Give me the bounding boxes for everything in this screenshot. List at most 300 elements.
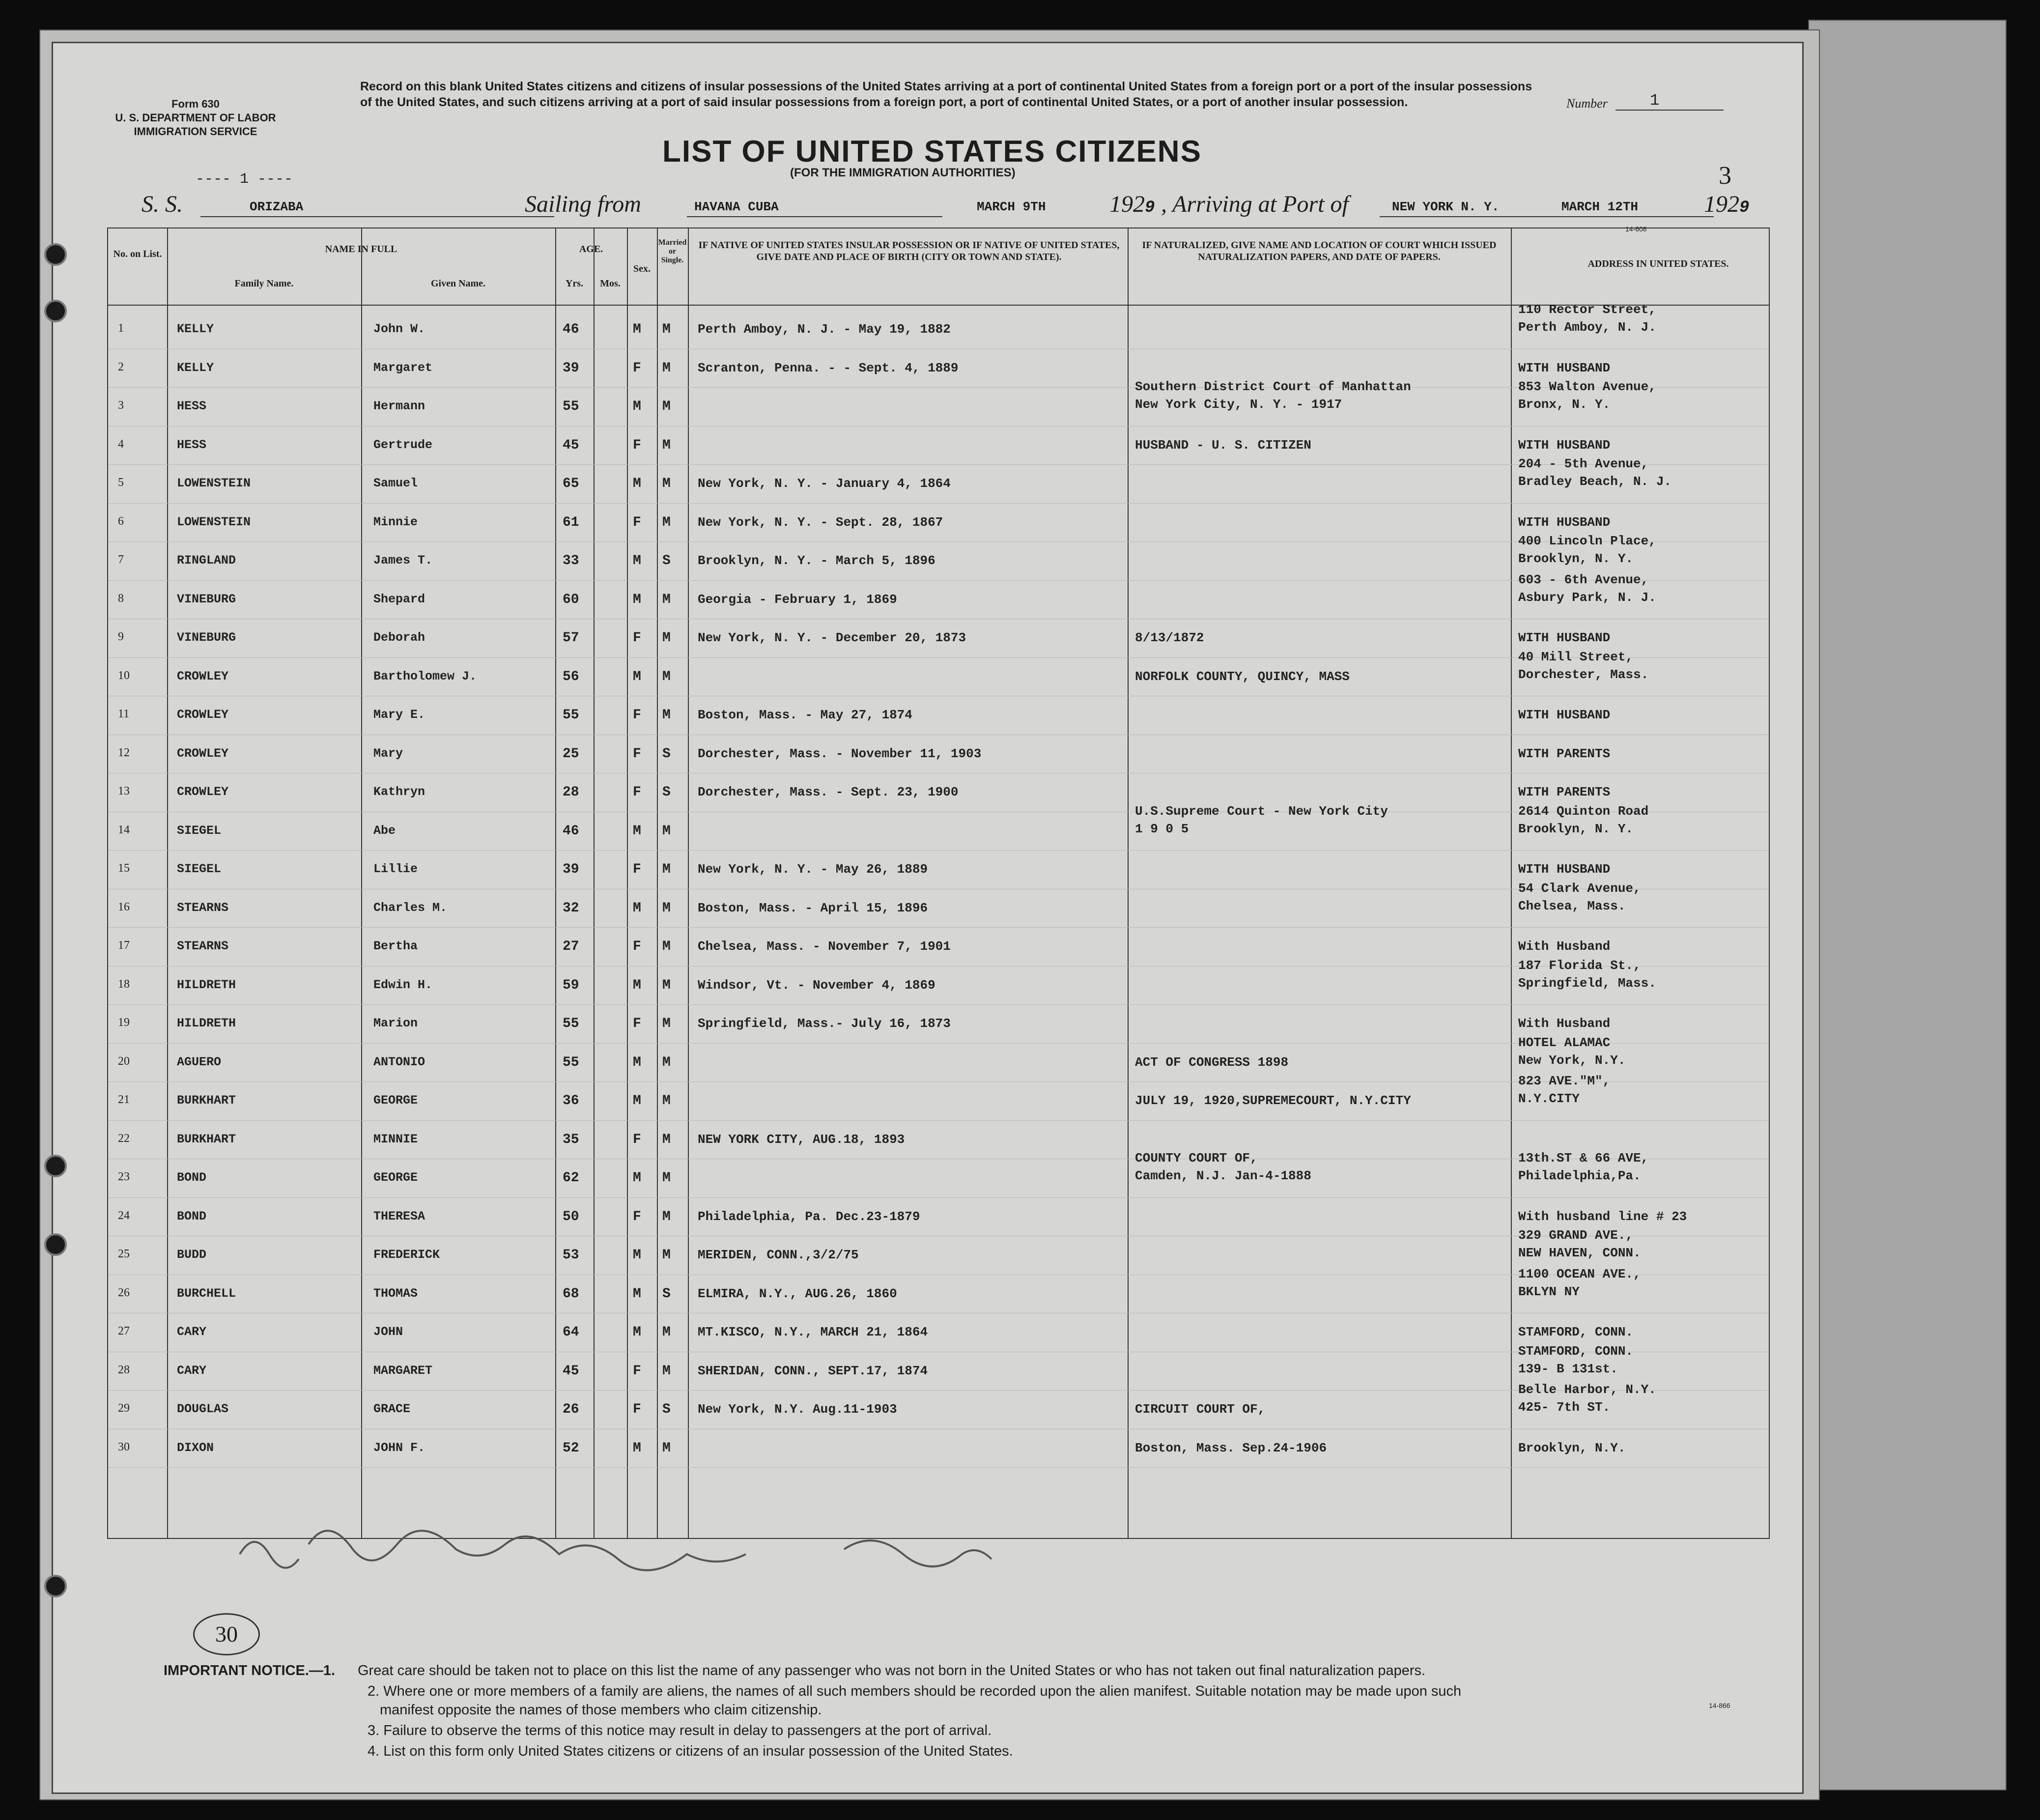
row-number: 24 bbox=[118, 1209, 130, 1222]
address: WITH HUSBAND bbox=[1518, 514, 1611, 530]
notice-line-3: 3. Failure to observe the terms of this notice may result in delay to passengers at the port of arrival. bbox=[368, 1723, 992, 1738]
col-divider bbox=[167, 228, 168, 1538]
from-port: HAVANA CUBA bbox=[694, 199, 779, 214]
age-years: 55 bbox=[563, 399, 579, 414]
marital-status: S bbox=[662, 1402, 671, 1417]
header-naturalized: IF NATURALIZED, GIVE NAME AND LOCATION OF COURT WHICH ISSUED NATURALIZATION PAPERS, AND DATE OF PAPERS. bbox=[1142, 240, 1497, 262]
row-rule bbox=[108, 850, 1769, 851]
given-name: JOHN bbox=[373, 1325, 403, 1339]
address: NEW HAVEN, CONN. bbox=[1518, 1246, 1641, 1260]
family-name: CROWLEY bbox=[177, 669, 229, 683]
family-name: HILDRETH bbox=[177, 977, 236, 992]
marital-status: M bbox=[662, 360, 671, 376]
row-rule bbox=[108, 503, 1769, 504]
sex: F bbox=[633, 1016, 641, 1031]
address: 13th.ST & 66 AVE, bbox=[1518, 1151, 1649, 1166]
form-code-bottom: 14-866 bbox=[1709, 1702, 1730, 1709]
record-instructions: Record on this blank United States citizens and citizens of insular possessions of the United States arriving at a port of continental United States from a foreign port or a port of the insular possessions of the United States, and such citizens arriving at a port of said insular possessions from a foreign port, a port of continental United States, or a port of another insular possession. bbox=[360, 80, 1532, 109]
birth-place-date: Boston, Mass. - April 15, 1896 bbox=[698, 900, 928, 915]
sex: F bbox=[633, 514, 641, 530]
sex: M bbox=[633, 553, 641, 569]
col-divider bbox=[1511, 228, 1512, 1538]
address: STAMFORD, CONN. bbox=[1518, 1325, 1634, 1339]
row-number: 30 bbox=[118, 1440, 130, 1453]
marital-status: M bbox=[662, 1132, 671, 1147]
row-number: 29 bbox=[118, 1402, 130, 1415]
marital-status: M bbox=[662, 977, 671, 993]
address: 400 Lincoln Place, bbox=[1518, 534, 1656, 548]
row-number: 11 bbox=[118, 708, 130, 720]
col-divider bbox=[627, 228, 628, 1538]
age-years: 55 bbox=[563, 1016, 579, 1031]
given-name: Edwin H. bbox=[373, 977, 433, 992]
family-name: VINEBURG bbox=[177, 592, 236, 606]
row-number: 27 bbox=[118, 1325, 130, 1337]
row-rule bbox=[108, 426, 1769, 427]
naturalization: Southern District Court of Manhattan bbox=[1135, 379, 1411, 394]
row-number: 18 bbox=[118, 977, 130, 991]
page-subtitle: (FOR THE IMMIGRATION AUTHORITIES) bbox=[790, 166, 1016, 179]
marital-status: M bbox=[662, 592, 671, 607]
marital-status: M bbox=[662, 708, 671, 723]
row-number: 17 bbox=[118, 939, 130, 952]
given-name: GRACE bbox=[373, 1402, 411, 1416]
row-number: 20 bbox=[118, 1054, 130, 1068]
address: WITH HUSBAND bbox=[1518, 862, 1611, 877]
col-divider bbox=[657, 228, 658, 1538]
naturalization: 8/13/1872 bbox=[1135, 630, 1204, 645]
sex: M bbox=[633, 669, 641, 684]
age-years: 52 bbox=[563, 1440, 579, 1456]
address: 823 AVE."M", bbox=[1518, 1074, 1611, 1088]
manifest-page bbox=[52, 42, 1804, 1794]
naturalization: New York City, N. Y. - 1917 bbox=[1135, 397, 1342, 412]
sex: F bbox=[633, 708, 641, 723]
address: 187 Florida St., bbox=[1518, 958, 1641, 973]
given-name: Kathryn bbox=[373, 785, 425, 799]
family-name: CARY bbox=[177, 1325, 207, 1339]
header-address: ADDRESS IN UNITED STATES. bbox=[1587, 258, 1729, 269]
naturalization: CIRCUIT COURT OF, bbox=[1135, 1402, 1266, 1417]
age-years: 28 bbox=[563, 785, 579, 800]
sex: M bbox=[633, 399, 641, 414]
given-name: Samuel bbox=[373, 476, 418, 490]
sex: F bbox=[633, 1363, 641, 1379]
row-number: 8 bbox=[118, 592, 124, 605]
row-number: 22 bbox=[118, 1132, 130, 1145]
binder-hole bbox=[44, 1233, 67, 1256]
given-name: JOHN F. bbox=[373, 1440, 425, 1455]
sex: M bbox=[633, 1170, 641, 1186]
address: 329 GRAND AVE., bbox=[1518, 1228, 1634, 1243]
row-number: 21 bbox=[118, 1093, 130, 1106]
birth-place-date: Windsor, Vt. - November 4, 1869 bbox=[698, 977, 935, 993]
row-number: 26 bbox=[118, 1286, 130, 1299]
address: Bronx, N. Y. bbox=[1518, 397, 1611, 412]
family-name: CROWLEY bbox=[177, 785, 229, 799]
naturalization: NORFOLK COUNTY, QUINCY, MASS bbox=[1135, 669, 1350, 684]
sailing-label: Sailing from bbox=[525, 191, 641, 217]
address: WITH HUSBAND bbox=[1518, 630, 1611, 645]
marital-status: M bbox=[662, 1016, 671, 1031]
header-native: IF NATIVE OF UNITED STATES INSULAR POSSESSION OR IF NATIVE OF UNITED STATES, GIVE DATE AND PLACE OF BIRTH (CITY OR TOWN AND STATE). bbox=[698, 240, 1120, 262]
inspector-signature bbox=[230, 1515, 1065, 1579]
birth-place-date: Brooklyn, N. Y. - March 5, 1896 bbox=[698, 553, 935, 568]
to-port: NEW YORK N. Y. bbox=[1392, 199, 1500, 214]
family-name: HESS bbox=[177, 437, 207, 452]
sex: F bbox=[633, 1132, 641, 1147]
binder-hole bbox=[44, 1155, 67, 1177]
address: 204 - 5th Avenue, bbox=[1518, 456, 1649, 471]
given-name: John W. bbox=[373, 322, 425, 336]
age-years: 59 bbox=[563, 977, 579, 993]
address: Chelsea, Mass. bbox=[1518, 898, 1626, 913]
family-name: RINGLAND bbox=[177, 553, 236, 568]
birth-place-date: SHERIDAN, CONN., SEPT.17, 1874 bbox=[698, 1363, 928, 1378]
address: WITH HUSBAND bbox=[1518, 708, 1611, 722]
address: 139- B 131st. bbox=[1518, 1361, 1618, 1376]
row-number: 19 bbox=[118, 1016, 130, 1029]
age-years: 39 bbox=[563, 360, 579, 376]
family-name: STEARNS bbox=[177, 900, 229, 915]
marital-status: S bbox=[662, 553, 671, 569]
age-years: 27 bbox=[563, 939, 579, 954]
given-name: Lillie bbox=[373, 862, 418, 876]
header-mos: Mos. bbox=[600, 278, 621, 289]
family-name: LOWENSTEIN bbox=[177, 514, 251, 529]
header-given: Given Name. bbox=[430, 278, 486, 289]
address: 110 Rector Street, bbox=[1518, 302, 1656, 317]
age-years: 57 bbox=[563, 630, 579, 646]
age-years: 62 bbox=[563, 1170, 579, 1186]
given-name: THERESA bbox=[373, 1209, 425, 1223]
row-number: 10 bbox=[118, 669, 130, 682]
row-number: 12 bbox=[118, 746, 130, 759]
family-name: BUDD bbox=[177, 1248, 207, 1262]
row-rule bbox=[108, 1197, 1769, 1198]
marital-status: M bbox=[662, 939, 671, 954]
page-number: ---- 1 ---- bbox=[196, 171, 293, 188]
sex: M bbox=[633, 476, 641, 491]
sex: F bbox=[633, 437, 641, 453]
naturalization: U.S.Supreme Court - New York City bbox=[1135, 803, 1388, 819]
address: WITH PARENTS bbox=[1518, 746, 1611, 761]
arrive-year: 1929 bbox=[1704, 191, 1750, 217]
age-years: 61 bbox=[563, 514, 579, 530]
row-number: 23 bbox=[118, 1170, 130, 1183]
address: Brooklyn, N.Y. bbox=[1518, 1440, 1626, 1455]
marital-status: M bbox=[662, 437, 671, 453]
notice-line-1: Great care should be taken not to place on this list the name of any passenger who was not born in the United States or who has not taken out final naturalization papers. bbox=[358, 1663, 1426, 1678]
family-name: CROWLEY bbox=[177, 746, 229, 761]
age-years: 55 bbox=[563, 1054, 579, 1070]
arrive-date: MARCH 12TH bbox=[1561, 199, 1639, 214]
address: 425- 7th ST. bbox=[1518, 1400, 1611, 1415]
birth-place-date: Boston, Mass. - May 27, 1874 bbox=[698, 708, 912, 722]
row-number: 5 bbox=[118, 476, 124, 489]
age-years: 32 bbox=[563, 900, 579, 916]
col-divider bbox=[688, 228, 689, 1538]
family-name: LOWENSTEIN bbox=[177, 476, 251, 490]
marital-status: M bbox=[662, 1363, 671, 1379]
marital-status: S bbox=[662, 746, 671, 762]
address: 40 Mill Street, bbox=[1518, 649, 1634, 664]
age-years: 26 bbox=[563, 1402, 579, 1417]
sex: F bbox=[633, 746, 641, 762]
marital-status: M bbox=[662, 823, 671, 839]
form-code-top: 14-608 bbox=[1625, 225, 1647, 233]
age-years: 56 bbox=[563, 669, 579, 684]
address: 853 Walton Avenue, bbox=[1518, 379, 1656, 394]
sex: F bbox=[633, 1402, 641, 1417]
row-number: 25 bbox=[118, 1248, 130, 1260]
birth-place-date: Chelsea, Mass. - November 7, 1901 bbox=[698, 939, 951, 954]
address: Brooklyn, N. Y. bbox=[1518, 551, 1634, 566]
sex: M bbox=[633, 1286, 641, 1302]
family-name: CARY bbox=[177, 1363, 207, 1378]
address: WITH HUSBAND bbox=[1518, 437, 1611, 453]
row-number: 15 bbox=[118, 862, 130, 875]
number-underline bbox=[1615, 110, 1724, 111]
birth-place-date: ELMIRA, N.Y., AUG.26, 1860 bbox=[698, 1286, 897, 1301]
sex: F bbox=[633, 785, 641, 800]
naturalization: Camden, N.J. Jan-4-1888 bbox=[1135, 1168, 1311, 1183]
given-name: ANTONIO bbox=[373, 1054, 425, 1069]
col-divider bbox=[594, 228, 595, 1538]
birth-place-date: New York, N. Y. - December 20, 1873 bbox=[698, 630, 966, 645]
sail-year: 1929 bbox=[1109, 191, 1155, 217]
age-years: 46 bbox=[563, 322, 579, 337]
address: With Husband bbox=[1518, 1016, 1611, 1031]
family-name: SIEGEL bbox=[177, 823, 222, 838]
page-title: LIST OF UNITED STATES CITIZENS bbox=[662, 135, 1202, 169]
address: 603 - 6th Avenue, bbox=[1518, 572, 1649, 587]
given-name: Gertrude bbox=[373, 437, 433, 452]
marital-status: M bbox=[662, 1325, 671, 1340]
family-name: KELLY bbox=[177, 322, 214, 336]
address: Bradley Beach, N. J. bbox=[1518, 474, 1672, 489]
birth-place-date: Scranton, Penna. - - Sept. 4, 1889 bbox=[698, 360, 959, 375]
sex: M bbox=[633, 1093, 641, 1109]
to-underline bbox=[1380, 216, 1714, 217]
row-number: 13 bbox=[118, 785, 130, 797]
ss-label: S. S. bbox=[142, 191, 183, 217]
age-years: 68 bbox=[563, 1286, 579, 1302]
header-married: Married or Single. bbox=[658, 238, 687, 264]
marital-status: M bbox=[662, 862, 671, 877]
address: Springfield, Mass. bbox=[1518, 975, 1656, 991]
family-name: HESS bbox=[177, 399, 207, 413]
sex: M bbox=[633, 1054, 641, 1070]
age-years: 46 bbox=[563, 823, 579, 839]
number-label: Number bbox=[1566, 96, 1608, 111]
row-rule bbox=[108, 1004, 1769, 1005]
row-number: 16 bbox=[118, 900, 130, 913]
address: Dorchester, Mass. bbox=[1518, 667, 1649, 682]
header-age: AGE. bbox=[579, 244, 603, 255]
given-name: FREDERICK bbox=[373, 1248, 440, 1262]
family-name: AGUERO bbox=[177, 1054, 222, 1069]
row-number: 14 bbox=[118, 823, 130, 836]
given-name: Bartholomew J. bbox=[373, 669, 477, 683]
address: 1100 OCEAN AVE., bbox=[1518, 1266, 1641, 1281]
notice-line-4: 4. List on this form only United States citizens or citizens of an insular possession of the United States. bbox=[368, 1743, 1013, 1759]
naturalization: Boston, Mass. Sep.24-1906 bbox=[1135, 1440, 1327, 1455]
number-value: 1 bbox=[1650, 91, 1660, 110]
binder-hole bbox=[44, 243, 67, 266]
address: With Husband bbox=[1518, 939, 1611, 954]
notice-label: IMPORTANT NOTICE.—1. bbox=[164, 1663, 336, 1678]
row-rule bbox=[108, 927, 1769, 928]
age-years: 53 bbox=[563, 1248, 579, 1263]
header-no: No. on List. bbox=[113, 249, 162, 259]
page-edge-back bbox=[1808, 20, 2007, 1791]
age-years: 33 bbox=[563, 553, 579, 569]
given-name: GEORGE bbox=[373, 1093, 418, 1108]
marital-status: M bbox=[662, 1170, 671, 1186]
notice-line-2b: manifest opposite the names of those members who claim citizenship. bbox=[380, 1702, 822, 1718]
family-name: DIXON bbox=[177, 1440, 214, 1455]
row-number: 2 bbox=[118, 360, 124, 373]
birth-place-date: New York, N. Y. - May 26, 1889 bbox=[698, 862, 928, 877]
arriving-label: , Arriving at Port of bbox=[1161, 191, 1349, 217]
age-years: 35 bbox=[563, 1132, 579, 1147]
age-years: 39 bbox=[563, 862, 579, 877]
department-name: U. S. DEPARTMENT OF LABOR bbox=[115, 112, 276, 124]
row-number: 3 bbox=[118, 399, 124, 412]
row-rule bbox=[108, 1120, 1769, 1121]
header-sex: Sex. bbox=[633, 263, 651, 274]
family-name: SIEGEL bbox=[177, 862, 222, 876]
sex: M bbox=[633, 900, 641, 916]
ship-name: ORIZABA bbox=[250, 199, 304, 214]
age-years: 45 bbox=[563, 437, 579, 453]
family-name: KELLY bbox=[177, 360, 214, 375]
given-name: Hermann bbox=[373, 399, 425, 413]
naturalization: ACT OF CONGRESS 1898 bbox=[1135, 1054, 1289, 1070]
birth-place-date: Springfield, Mass.- July 16, 1873 bbox=[698, 1016, 951, 1031]
family-name: VINEBURG bbox=[177, 630, 236, 645]
address: WITH HUSBAND bbox=[1518, 360, 1611, 375]
row-number: 9 bbox=[118, 630, 124, 643]
birth-place-date: New York, N. Y. - January 4, 1864 bbox=[698, 476, 951, 491]
marital-status: M bbox=[662, 322, 671, 337]
form-header bbox=[92, 97, 299, 139]
header-family: Family Name. bbox=[234, 278, 294, 289]
sex: M bbox=[633, 977, 641, 993]
sex: M bbox=[633, 1440, 641, 1456]
address: Philadelphia,Pa. bbox=[1518, 1168, 1641, 1183]
family-name: HILDRETH bbox=[177, 1016, 236, 1030]
marital-status: M bbox=[662, 1440, 671, 1456]
sail-date: MARCH 9TH bbox=[977, 199, 1046, 214]
marital-status: M bbox=[662, 399, 671, 414]
col-divider bbox=[555, 228, 556, 1538]
address: BKLYN NY bbox=[1518, 1284, 1580, 1299]
birth-place-date: Dorchester, Mass. - November 11, 1903 bbox=[698, 746, 982, 761]
sex: F bbox=[633, 630, 641, 646]
family-name: BOND bbox=[177, 1170, 207, 1185]
birth-place-date: Perth Amboy, N. J. - May 19, 1882 bbox=[698, 322, 951, 337]
manifest-table bbox=[107, 228, 1770, 1539]
row-number: 4 bbox=[118, 437, 124, 451]
corner-mark: 3 bbox=[1719, 162, 1731, 190]
marital-status: M bbox=[662, 1054, 671, 1070]
naturalization: 1 9 0 5 bbox=[1135, 821, 1189, 836]
notice-line-2: 2. Where one or more members of a family are aliens, the names of all such members should be recorded upon the alien manifest. Suitable notation may be made upon such bbox=[368, 1683, 1462, 1699]
given-name: Charles M. bbox=[373, 900, 448, 915]
age-years: 36 bbox=[563, 1093, 579, 1109]
header-yrs: Yrs. bbox=[565, 278, 584, 289]
address: New York, N.Y. bbox=[1518, 1052, 1626, 1068]
birth-place-date: Dorchester, Mass. - Sept. 23, 1900 bbox=[698, 785, 959, 799]
given-name: GEORGE bbox=[373, 1170, 418, 1185]
service-name: IMMIGRATION SERVICE bbox=[134, 125, 257, 138]
age-years: 65 bbox=[563, 476, 579, 491]
sex: F bbox=[633, 360, 641, 376]
naturalization: COUNTY COURT OF, bbox=[1135, 1151, 1258, 1166]
marital-status: M bbox=[662, 630, 671, 646]
age-years: 45 bbox=[563, 1363, 579, 1379]
row-number: 1 bbox=[118, 322, 124, 335]
address: With husband line # 23 bbox=[1518, 1209, 1687, 1224]
family-name: BOND bbox=[177, 1209, 207, 1223]
sex: M bbox=[633, 322, 641, 337]
family-name: DOUGLAS bbox=[177, 1402, 229, 1416]
passenger-count-circle: 30 bbox=[193, 1613, 260, 1655]
address: Brooklyn, N. Y. bbox=[1518, 821, 1634, 836]
sex: F bbox=[633, 1209, 641, 1224]
row-number: 28 bbox=[118, 1363, 130, 1376]
from-underline bbox=[687, 216, 942, 217]
sex: F bbox=[633, 862, 641, 877]
address: N.Y.CITY bbox=[1518, 1091, 1580, 1106]
age-years: 64 bbox=[563, 1325, 579, 1340]
row-number: 6 bbox=[118, 514, 124, 528]
given-name: Bertha bbox=[373, 939, 418, 953]
row-number: 7 bbox=[118, 553, 124, 566]
family-name: CROWLEY bbox=[177, 708, 229, 722]
age-years: 55 bbox=[563, 708, 579, 723]
form-number: Form 630 bbox=[171, 98, 220, 110]
col-divider bbox=[361, 228, 362, 1538]
birth-place-date: Georgia - February 1, 1869 bbox=[698, 592, 897, 607]
marital-status: S bbox=[662, 1286, 671, 1302]
given-name: MARGARET bbox=[373, 1363, 433, 1378]
ship-underline bbox=[200, 216, 554, 217]
address: 2614 Quinton Road bbox=[1518, 803, 1649, 819]
given-name: Deborah bbox=[373, 630, 425, 645]
given-name: Marion bbox=[373, 1016, 418, 1030]
given-name: James T. bbox=[373, 553, 433, 568]
marital-status: M bbox=[662, 514, 671, 530]
sex: M bbox=[633, 1248, 641, 1263]
address: HOTEL ALAMAC bbox=[1518, 1035, 1611, 1050]
marital-status: M bbox=[662, 669, 671, 684]
given-name: Shepard bbox=[373, 592, 425, 606]
given-name: MINNIE bbox=[373, 1132, 418, 1146]
marital-status: M bbox=[662, 1209, 671, 1224]
binder-hole bbox=[44, 300, 67, 322]
family-name: BURKHART bbox=[177, 1093, 236, 1108]
birth-place-date: New York, N. Y. - Sept. 28, 1867 bbox=[698, 514, 943, 530]
age-years: 25 bbox=[563, 746, 579, 762]
address: Belle Harbor, N.Y. bbox=[1518, 1382, 1656, 1397]
birth-place-date: NEW YORK CITY, AUG.18, 1893 bbox=[698, 1132, 905, 1147]
sex: M bbox=[633, 823, 641, 839]
address: Perth Amboy, N. J. bbox=[1518, 320, 1656, 335]
address: 54 Clark Avenue, bbox=[1518, 881, 1641, 896]
